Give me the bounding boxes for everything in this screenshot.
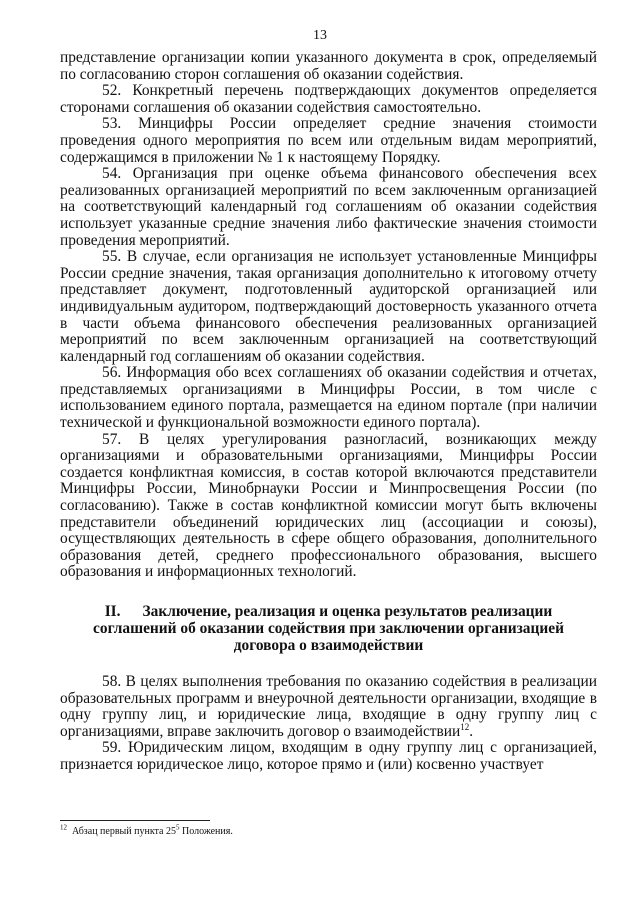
footnote-divider — [60, 820, 210, 821]
footnote-text-after: Положения. — [179, 826, 233, 837]
paragraph-58-end: . — [469, 722, 474, 740]
footnote — [60, 823, 597, 838]
footnote-superscript: 5 — [175, 823, 180, 832]
paragraph-57: 57. В целях урегулирования разногласий, возникающих между организациями и образовательными организациями, Минцифры России создается конфликтная комиссия, в состав которой включаются представители Минцифры России, Минобрнауки России и Минпросвещения России (по согласованию). Также в состав конфликтной комиссии могут быть включены представители объединений юридических лиц (ассоциации и союзы), осуществляющих деятельность в сфере общего образования, дополнительного образования детей, среднего профессионального образования, высшего образования и информационных технологий. — [60, 430, 597, 581]
paragraph-59: 59. Юридическим лицом, входящим в одну группу лиц с организацией, признается юридическое лицо, которое прямо и (или) косвенно участвует — [60, 739, 597, 773]
paragraph-58-text: 58. В целях выполнения требования по оказанию содействия в реализации образовательных программ и внеурочной деятельности организации, входящие в одну группу лиц, и юридические лица, входящие в одну группу лиц с организациями, вправе заключить договор о взаимодействии — [60, 673, 597, 740]
page-number: 13 — [313, 28, 327, 43]
paragraph-51-continuation: представление организации копии указанного документа в срок, определяемый по согласованию сторон соглашения об оказании содействия. — [60, 49, 597, 83]
footnote-text-before: Абзац первый пункта 25 — [72, 826, 176, 837]
section-number: II. — [104, 603, 121, 620]
footnote-marker: 12 — [60, 823, 67, 832]
paragraph-55: 55. В случае, если организация не использует установленные Минцифры России средние значения, такая организация дополнительно к итоговому отчету представляет документ, подготовленный аудиторской организацией или индивидуальным аудитором, подтверждающий достоверность указанного отчета в части объема финансового обеспечения реализованных организацией мероприятий по всем заключенным организацией на соответствующий календарный год соглашениям об оказании содействия. — [60, 248, 597, 365]
footnote-reference: 12 — [460, 721, 470, 732]
paragraph-53: 53. Минцифры России определяет средние значения стоимости проведения одного мероприятия по всем или отдельным видам мероприятий, содержащимся в приложении № 1 к настоящему Порядку. — [60, 115, 597, 166]
paragraph-54: 54. Организация при оценке объема финансового обеспечения всех реализованных организацией мероприятий по всем заключенным организацией на соответствующий календарный год соглашениям об оказании содействия использует указанные средние значения либо фактические значения стоимости проведения мероприятий. — [60, 165, 597, 249]
paragraph-56: 56. Информация обо всех соглашениях об оказании содействия и отчетах, представляемых организациями в Минцифры России, в том числе с использованием единого портала, размещается на едином портале (при наличии технической и функциональной возможности единого портала). — [60, 364, 597, 432]
paragraph-58 — [60, 674, 597, 740]
section-title: Заключение, реализация и оценка результатов реализации соглашений об оказании содействия при заключении организацией договора о взаимодействии — [93, 603, 564, 654]
paragraph-52: 52. Конкретный перечень подтверждающих документов определяется сторонами соглашения об оказании содействия самостоятельно. — [60, 82, 597, 116]
document-body — [60, 50, 597, 774]
section-heading — [60, 603, 597, 654]
